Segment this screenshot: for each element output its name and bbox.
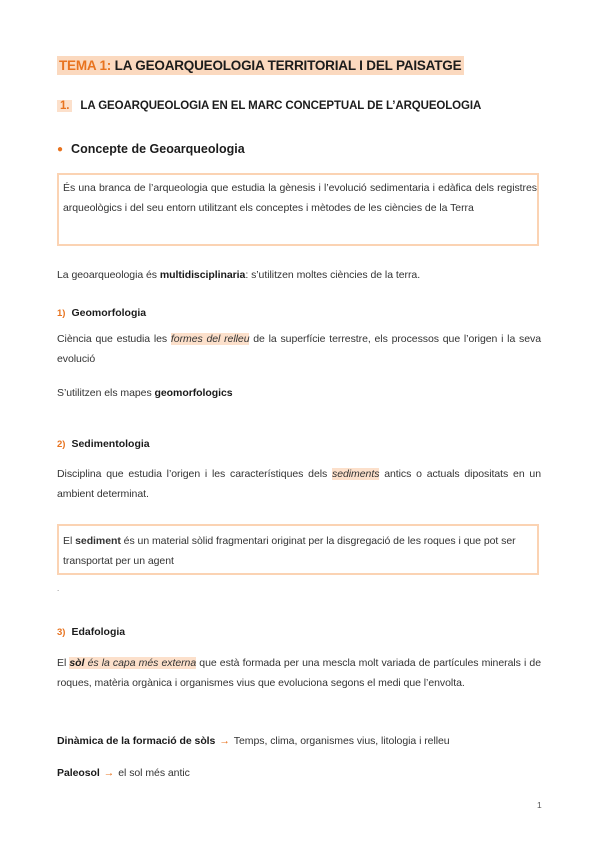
bullet-icon: ● — [57, 144, 64, 155]
page-number: 1 — [537, 800, 542, 810]
edafologia-definition: El sòl és la capa més externa que està formada per una mescla molt variada de partícules minerals i de roques, matèria orgànica i organismes vius que evoluciona segons el medi que l’envolta. — [57, 657, 542, 689]
sedimentologia-heading: 2) Sedimentologia — [57, 438, 150, 450]
geomorfologia-maps-paragraph: S’utilitzen els mapes geomorfologics — [57, 387, 233, 399]
geomorfologia-definition: Ciència que estudia les formes del relleu de la superfície terrestre, els processos que l’origen i la seva evolució — [57, 333, 541, 365]
multidisciplinary-paragraph: La geoarqueologia és multidisciplinaria: s’utilitzen moltes ciències de la terra. — [57, 269, 421, 281]
sediment-definition-box: El sediment és un material sòlid fragmentari originat per la disgregació de les roques i que pot ser transportat per un agent — [57, 524, 539, 575]
sedimentologia-definition: Disciplina que estudia l’origen i les característiques dels sediments antics o actuals dipositats en un ambient determinat. — [57, 468, 541, 500]
arrow-right-icon: → — [103, 767, 115, 779]
dinamica-line: Dinàmica de la formació de sòls → Temps, clima, organismes vius, litologia i relleu — [57, 735, 450, 747]
arrow-right-icon: → — [219, 735, 230, 747]
stray-dot: . — [57, 584, 60, 593]
paleosol-line: Paleosol → el sol més antic — [57, 767, 190, 779]
edafologia-heading: 3) Edafologia — [57, 626, 126, 638]
subsection-heading: ● Concepte de Geoarqueologia — [57, 142, 245, 156]
section-heading: 1. LA GEOARQUEOLOGIA EN EL MARC CONCEPTUAL DE L’ARQUEOLOGIA — [57, 100, 481, 112]
page-title: TEMA 1: LA GEOARQUEOLOGIA TERRITORIAL I DEL PAISATGE — [57, 56, 464, 75]
geomorfologia-heading: 1) Geomorfologia — [57, 307, 147, 319]
definition-box: És una branca de l’arqueologia que estudia la gènesis i l’evolució sedimentaria i edàfica dels registres arqueològics i del seu entorn utilitzant els conceptes i mètodes de les ciències de la Terra — [57, 173, 539, 246]
